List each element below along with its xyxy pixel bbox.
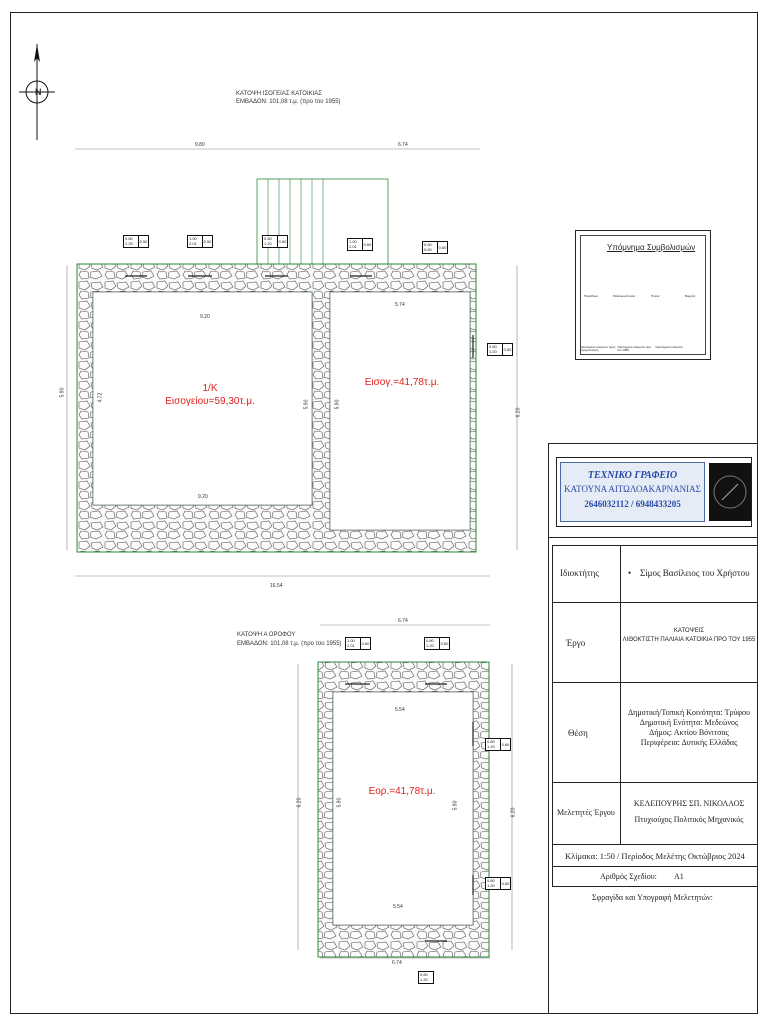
project-line2: ΛΙΘΟΚΤΙΣΤΗ ΠΑΛΙΑΙΑ ΚΑΤΟΙΚΙΑ ΠΡΟ ΤΟΥ 1955 xyxy=(622,637,756,643)
legend-item: Παράθυρο xyxy=(584,294,599,298)
ground-plan-title: ΚΑΤΟΨΗ ΙΣΟΓΕΙΑΣ ΚΑΤΟΙΚΙΑΣ xyxy=(236,91,323,97)
location-label: Θέση xyxy=(568,728,588,738)
designer-title: Πτυχιούχος Πολιτικός Μηχανικός xyxy=(634,815,744,824)
window-tag: 0.80 1.20 0.60 xyxy=(487,878,510,888)
location-line: Δημοτική Ενότητα: Μεδεώνος xyxy=(639,718,739,727)
window-tag: 0.80 1.20 0.60 xyxy=(487,739,510,749)
upper-plan-area: ΕΜΒΑΔΟΝ: 101,08 τ.μ. (προ του 1955) xyxy=(237,641,342,647)
dim-upper-inner-left: 5.90 xyxy=(336,797,343,808)
window-tag: 0.80 1.20 0.60 xyxy=(264,236,287,246)
ground-floor-walls xyxy=(77,264,476,552)
dim-upper-bottom: 6.74 xyxy=(392,960,402,966)
upper-plan-title: ΚΑΤΟΨΗ Α ΟΡΟΦΟΥ xyxy=(237,632,296,638)
location-line: Δημοτική/Τοπική Κοινότητα: Τρύφου xyxy=(627,708,750,717)
signature-label: Σφραγίδα και Υπογραφή Μελετητών: xyxy=(592,893,713,902)
dim-inner-h2: 5.90 xyxy=(334,399,341,410)
window-tag: 1.00 2.01 0.60 xyxy=(347,638,370,648)
dim-inner-h1b: 5.90 xyxy=(303,399,310,410)
dim-inner-w2: 5.74 xyxy=(395,302,405,308)
dim-upper-inner-top: 5.54 xyxy=(395,707,405,713)
scale-text: Κλίμακα: 1:50 / Περίοδος Μελέτης Οκτώβριος 2024 xyxy=(565,851,745,861)
window-tag: 1.00 2.01 0.60 xyxy=(349,239,372,249)
dim-top-left: 9.80 xyxy=(195,142,205,148)
legend-item: Πόρτα xyxy=(651,294,660,298)
window-tag: 0.60 1.20 0.50 xyxy=(489,344,512,354)
dim-bottom: 16.54 xyxy=(270,583,283,589)
owner-label: Ιδιοκτήτης xyxy=(560,568,599,578)
dim-top-right: 6.74 xyxy=(398,142,408,148)
designer-label: Μελετητές Έργου xyxy=(557,808,615,817)
room1-name: 1/Κ xyxy=(202,383,218,394)
legend-title: Υπόμνημα Συμβολισμών xyxy=(607,243,696,252)
project-line1: ΚΑΤΟΨΕΙΣ xyxy=(673,628,705,634)
dim-upper-top: 6.74 xyxy=(398,618,408,624)
legend-box-label: Υφιστάμενα κτίσματα προ του 1955 xyxy=(617,345,652,352)
location-line: Δήμος: Ακτίου Βόνιτσας xyxy=(649,728,729,737)
office-title: ΤΕΧΝΙΚΟ ΓΡΑΦΕΙΟ xyxy=(587,470,678,481)
stairs xyxy=(257,179,388,265)
dim-upper-inner-right: 5.90 xyxy=(452,800,459,811)
dim-right: 6.20 xyxy=(515,407,522,418)
dim-upper-right: 6.20 xyxy=(510,807,517,818)
location-line: Περιφέρεια: Δυτικής Ελλάδας xyxy=(640,738,738,747)
dim-left: 5.90 xyxy=(59,387,66,398)
dim-inner-h1: 4.72 xyxy=(97,392,104,403)
upper-room-area: Εορ.=41,78τ.μ. xyxy=(368,786,436,797)
legend-box-label: Υφιστάμενα κτίσματα xyxy=(655,345,683,349)
office-phone: 2646032112 / 6948433205 xyxy=(584,499,681,509)
office-place: ΚΑΤΟΥΝΑ ΑΙΤΩΛΟΑΚΑΡΝΑΝΙΑΣ xyxy=(564,484,701,494)
north-label: N xyxy=(35,87,42,97)
window-tag: 0.80 1.20 0.60 xyxy=(426,638,449,648)
dim-inner-w1: 9.20 xyxy=(200,314,210,320)
legend-box-label: Υφιστάμενα κτίσματα προς νομιμοποίηση xyxy=(580,345,616,352)
designer-name: ΚΕΛΕΠΟΥΡΗΣ ΣΠ. ΝΙΚΟΛΑΟΣ xyxy=(633,799,745,808)
window-tag: 0.80 1.20 xyxy=(418,971,434,984)
dim-upper-left: 6.20 xyxy=(296,797,303,808)
owner-value: Σίμος Βασίλειος του Χρήστου xyxy=(640,568,750,578)
dim-inner-w1b: 9.20 xyxy=(198,494,208,500)
sheet-value: Α1 xyxy=(674,872,684,881)
window-tag: 1.00 2.01 0.50 xyxy=(189,236,212,246)
legend-item: Μπαλκονόπορτα xyxy=(613,294,636,298)
room2-area: Εισογ.=41,78τ.μ. xyxy=(364,377,440,388)
ground-plan-area: ΕΜΒΑΔΟΝ: 101,08 τ.μ. (προ του 1955) xyxy=(236,99,341,105)
window-tag: 0.60 0.60 0.60 xyxy=(424,242,447,252)
project-label: Έργο xyxy=(566,638,586,648)
window-tag: 0.80 1.20 0.50 xyxy=(125,236,148,246)
room1-area: Εισογείου=59,30τ.μ. xyxy=(165,396,255,407)
dim-upper-inner-bottom: 5.54 xyxy=(393,904,403,910)
legend-item: Βορράς xyxy=(685,294,696,298)
sheet-label: Αριθμός Σχεδίου: xyxy=(600,872,657,881)
owner-bullet: • xyxy=(628,568,632,578)
